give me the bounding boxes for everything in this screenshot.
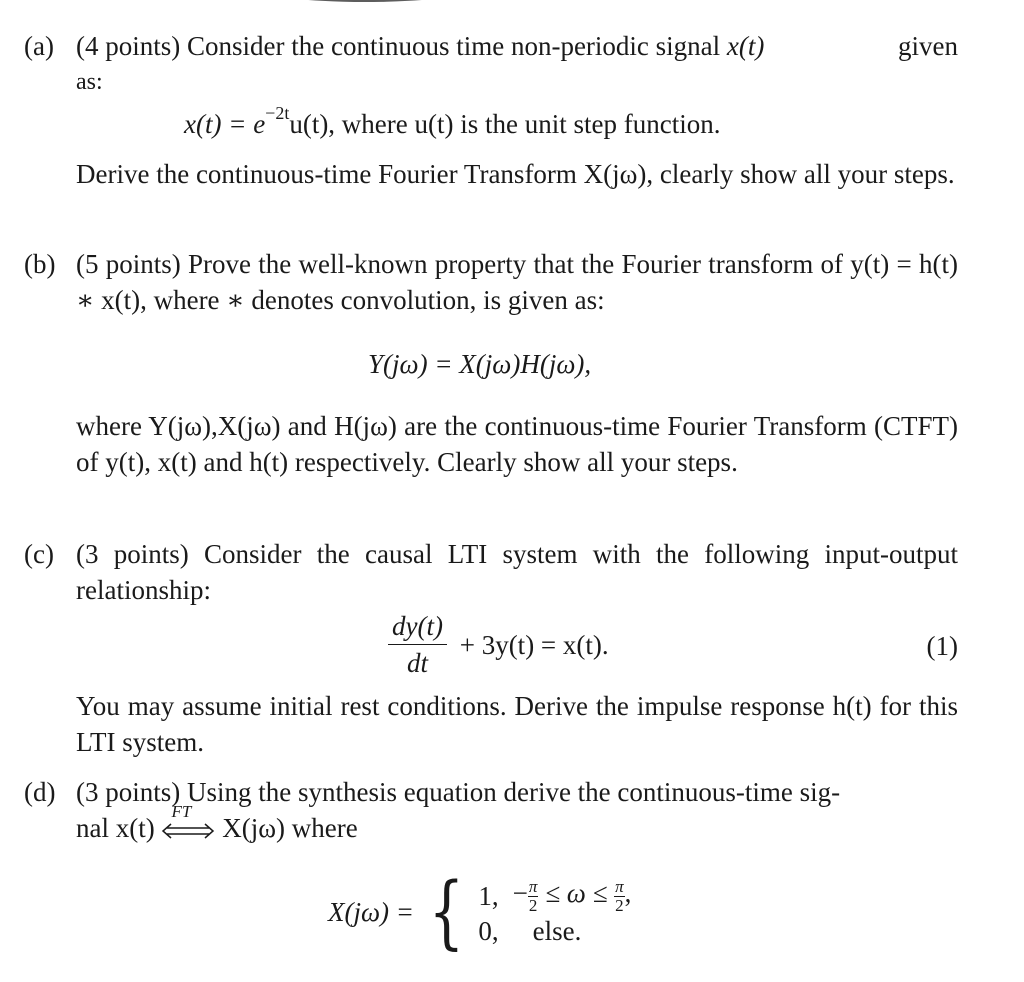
part-c-equation <box>76 610 958 682</box>
part-d-case2-value: 0, <box>478 915 499 946</box>
part-c-equation-number: (1) <box>926 631 958 661</box>
part-c-frac-numerator: dy(t) <box>392 611 443 641</box>
part-c <box>24 536 984 760</box>
part-c-intro: (3 points) Consider the causal LTI system with the following input-output relationship: <box>76 539 958 605</box>
part-b-equation: Y(jω) = X(jω)H(jω), <box>368 349 592 379</box>
part-d-case1-value: 1, <box>478 880 499 911</box>
part-d-intro-line2 <box>76 801 958 846</box>
fourier-pair-arrow-icon <box>161 801 215 843</box>
part-d-intro-signal: nal x(t) <box>76 813 155 843</box>
part-d-case1-condition: − $\frac{\pi}{2}$ ≤ ω ≤ $\frac{\pi}{2}$ , <box>512 876 632 915</box>
part-a-eq-exponent: −2t <box>265 103 290 123</box>
part-c-frac-denominator: dt <box>406 648 428 678</box>
part-a-task: Derive the continuous-time Fourier Transform X(jω), clearly show all your steps. <box>76 159 955 189</box>
part-d-body <box>76 774 958 958</box>
part-a-label: (a) <box>24 31 54 61</box>
part-a-intro-given: given <box>898 31 958 61</box>
part-d-intro-line1: (3 points) Using the synthesis equation derive the continuous-time sig- <box>76 777 841 807</box>
part-b <box>24 246 984 480</box>
part-a-body <box>76 28 958 192</box>
part-c-derivative-fraction <box>388 610 447 679</box>
part-c-body <box>76 536 958 760</box>
part-a-eq-rest: u(t), where u(t) is the unit step function. <box>289 109 721 139</box>
part-d-equation <box>328 865 958 958</box>
part-d-label: (d) <box>24 777 56 807</box>
part-d-cases <box>478 877 639 946</box>
part-c-eq-rest: + 3y(t) = x(t). <box>459 629 609 660</box>
part-d-case-2 <box>478 915 639 947</box>
part-d-intro-transform: X(jω) where <box>222 813 358 843</box>
part-a-eq-lhs: x(t) = e <box>184 109 266 139</box>
part-a-equation <box>184 103 958 142</box>
part-a-intro-line2: as: <box>76 69 103 95</box>
part-a <box>24 28 984 192</box>
part-d-eq-lhs: X(jω) = <box>328 897 415 927</box>
part-d-case-1 <box>478 877 639 914</box>
part-b-label: (b) <box>24 249 56 279</box>
part-b-task: where Y(jω),X(jω) and H(jω) are the continuous-time Fourier Transform (CTFT) of y(t), x(t) and h(t) respectively. Clearly show all your steps. <box>76 411 958 477</box>
cropped-parenthesis-arc <box>255 0 475 2</box>
part-c-task: You may assume initial rest conditions. Derive the impulse response h(t) for this LTI system. <box>76 691 958 757</box>
left-brace-icon: { <box>428 865 465 958</box>
part-c-label: (c) <box>24 539 54 569</box>
part-b-body <box>76 246 958 480</box>
part-b-intro: (5 points) Prove the well-known property that the Fourier transform of y(t) = h(t) ∗ x(t), where ∗ denotes convolution, is given as: <box>76 249 958 315</box>
part-d-case2-condition: else. <box>532 915 582 946</box>
part-a-intro-line1 <box>76 28 958 64</box>
part-a-intro-text: (4 points) Consider the continuous time non-periodic signal x(t) <box>76 31 765 61</box>
part-d <box>24 774 984 958</box>
cropped-previous-line <box>0 0 1024 8</box>
fourier-pair-label: FT <box>171 801 192 821</box>
